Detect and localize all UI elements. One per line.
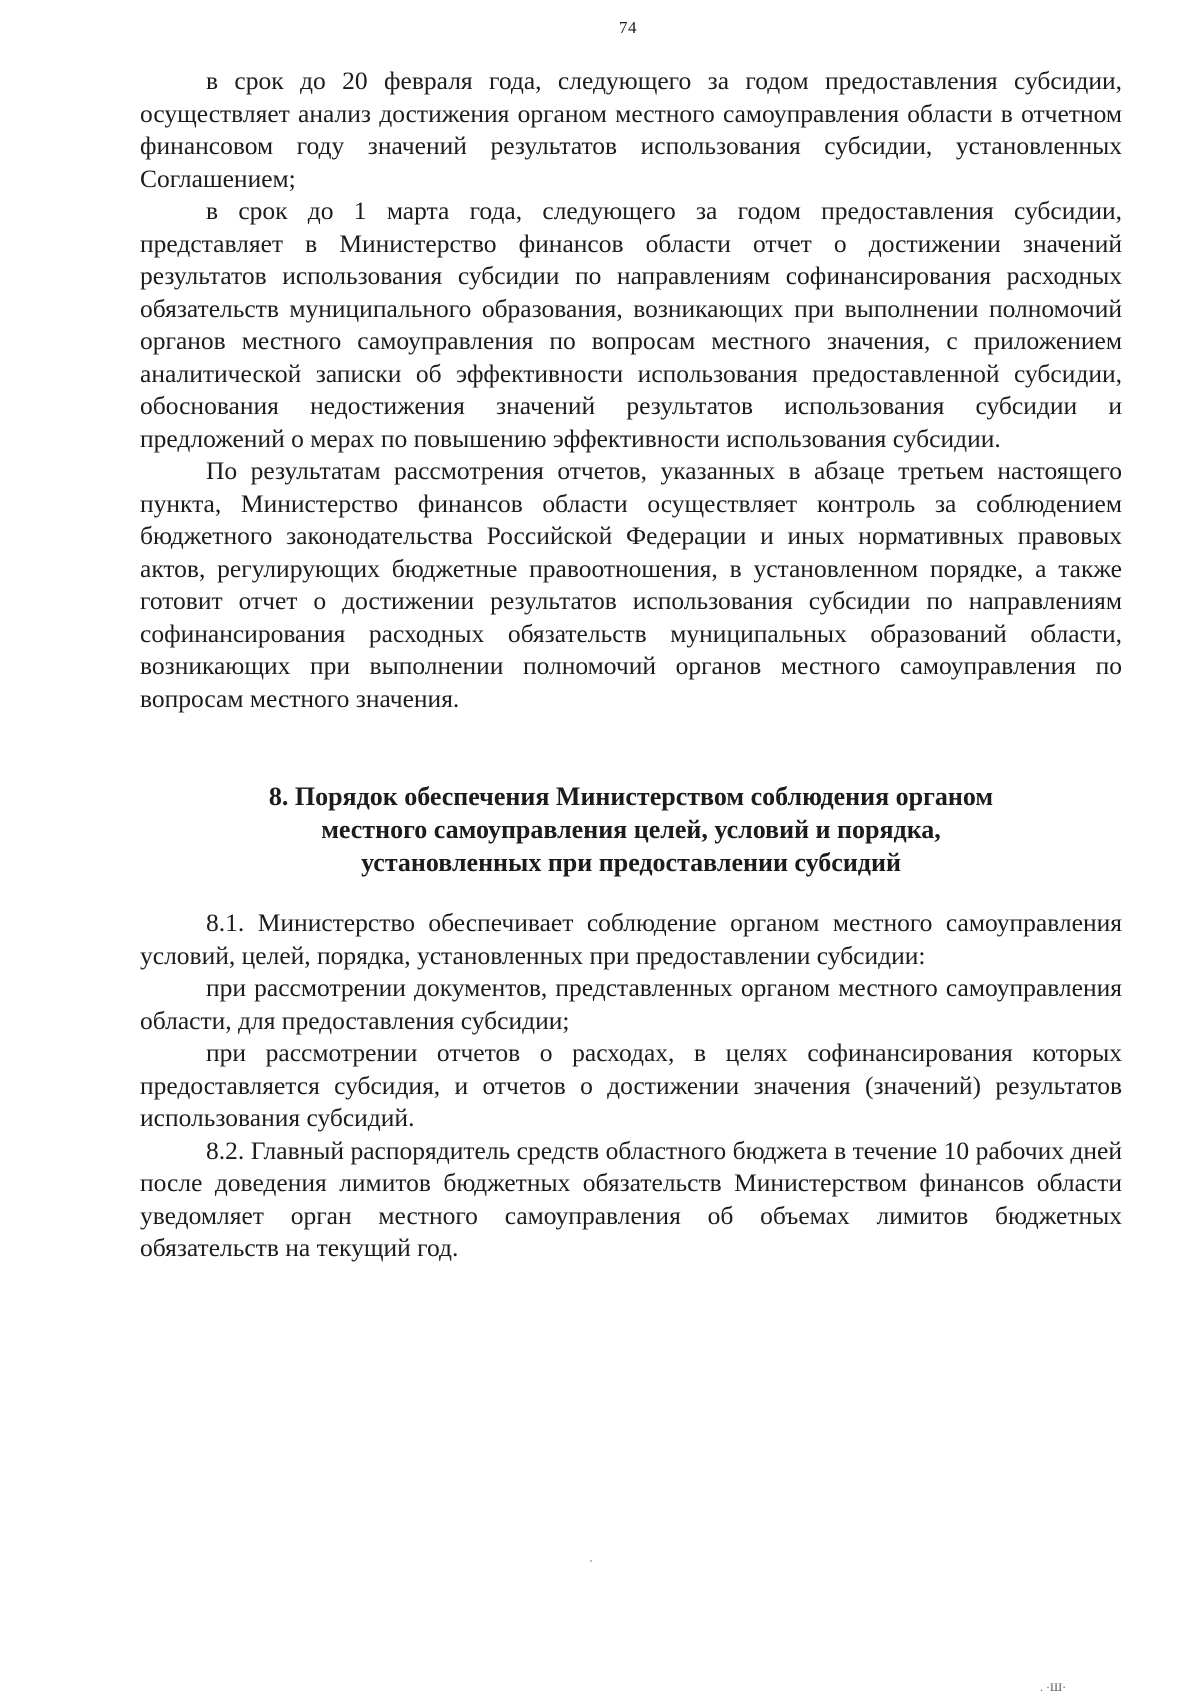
scan-speck — [590, 1560, 592, 1562]
paragraph: 8.1. Министерство обеспечивает соблюдение органом местного самоуправления условий, целей, порядка, установленных при предоставлении субсидии: — [140, 908, 1122, 970]
scan-corner-marks: . ·Ш· — [1040, 1680, 1067, 1694]
paragraph: при рассмотрении документов, представленных органом местного самоуправления области, для предоставления субсидии; — [140, 973, 1122, 1035]
page-number: 74 — [619, 18, 637, 37]
paragraph: По результатам рассмотрения отчетов, указанных в абзаце третьем настоящего пункта, Министерство финансов области осуществляет контроль за соблюдением бюджетного законодательства Российской Федерации и иных нормативных правовых актов, регулирующих бюджетные правоотношения, в установленном порядке, а также готовит отчет о достижении результатов использования субсидии по направлениям софинансирования расходных обязательств муниципальных образований области, возникающих при выполнении полномочий органов местного самоуправления по вопросам местного значения. — [140, 456, 1122, 713]
document-body-top — [140, 65, 1122, 715]
section-heading-line: 8. Порядок обеспечения Министерством соблюдения органом — [268, 782, 994, 811]
paragraph: при рассмотрении отчетов о расходах, в целях софинансирования которых предоставляется субсидия, и отчетов о достижении значения (значений) результатов использования субсидий. — [140, 1038, 1122, 1132]
document-body-bottom — [140, 907, 1122, 1265]
paragraph: 8.2. Главный распорядитель средств областного бюджета в течение 10 рабочих дней после доведения лимитов бюджетных обязательств Министерством финансов области уведомляет орган местного самоуправления об объемах лимитов бюджетных обязательств на текущий год. — [140, 1135, 1122, 1262]
section-heading-line: местного самоуправления целей, условий и порядка, — [321, 815, 941, 844]
section-heading — [140, 780, 1122, 879]
section-heading-line: установленных при предоставлении субсидий — [361, 848, 901, 877]
paragraph: в срок до 20 февраля года, следующего за годом предоставления субсидии, осуществляет анализ достижения органом местного самоуправления области в отчетном финансовом году значений результатов использования субсидии, установленных Соглашением; — [140, 66, 1122, 193]
paragraph: в срок до 1 марта года, следующего за годом предоставления субсидии, представляет в Министерство финансов области отчет о достижении значений результатов использования субсидии по направлениям софинансирования расходных обязательств муниципального образования, возникающих при выполнении полномочий органов местного самоуправления по вопросам местного значения, с приложением аналитической записки об эффективности использования предоставленной субсидии, обоснования недостижения значений результатов использования субсидии и предложений о мерах по повышению эффективности использования субсидии. — [140, 196, 1122, 453]
